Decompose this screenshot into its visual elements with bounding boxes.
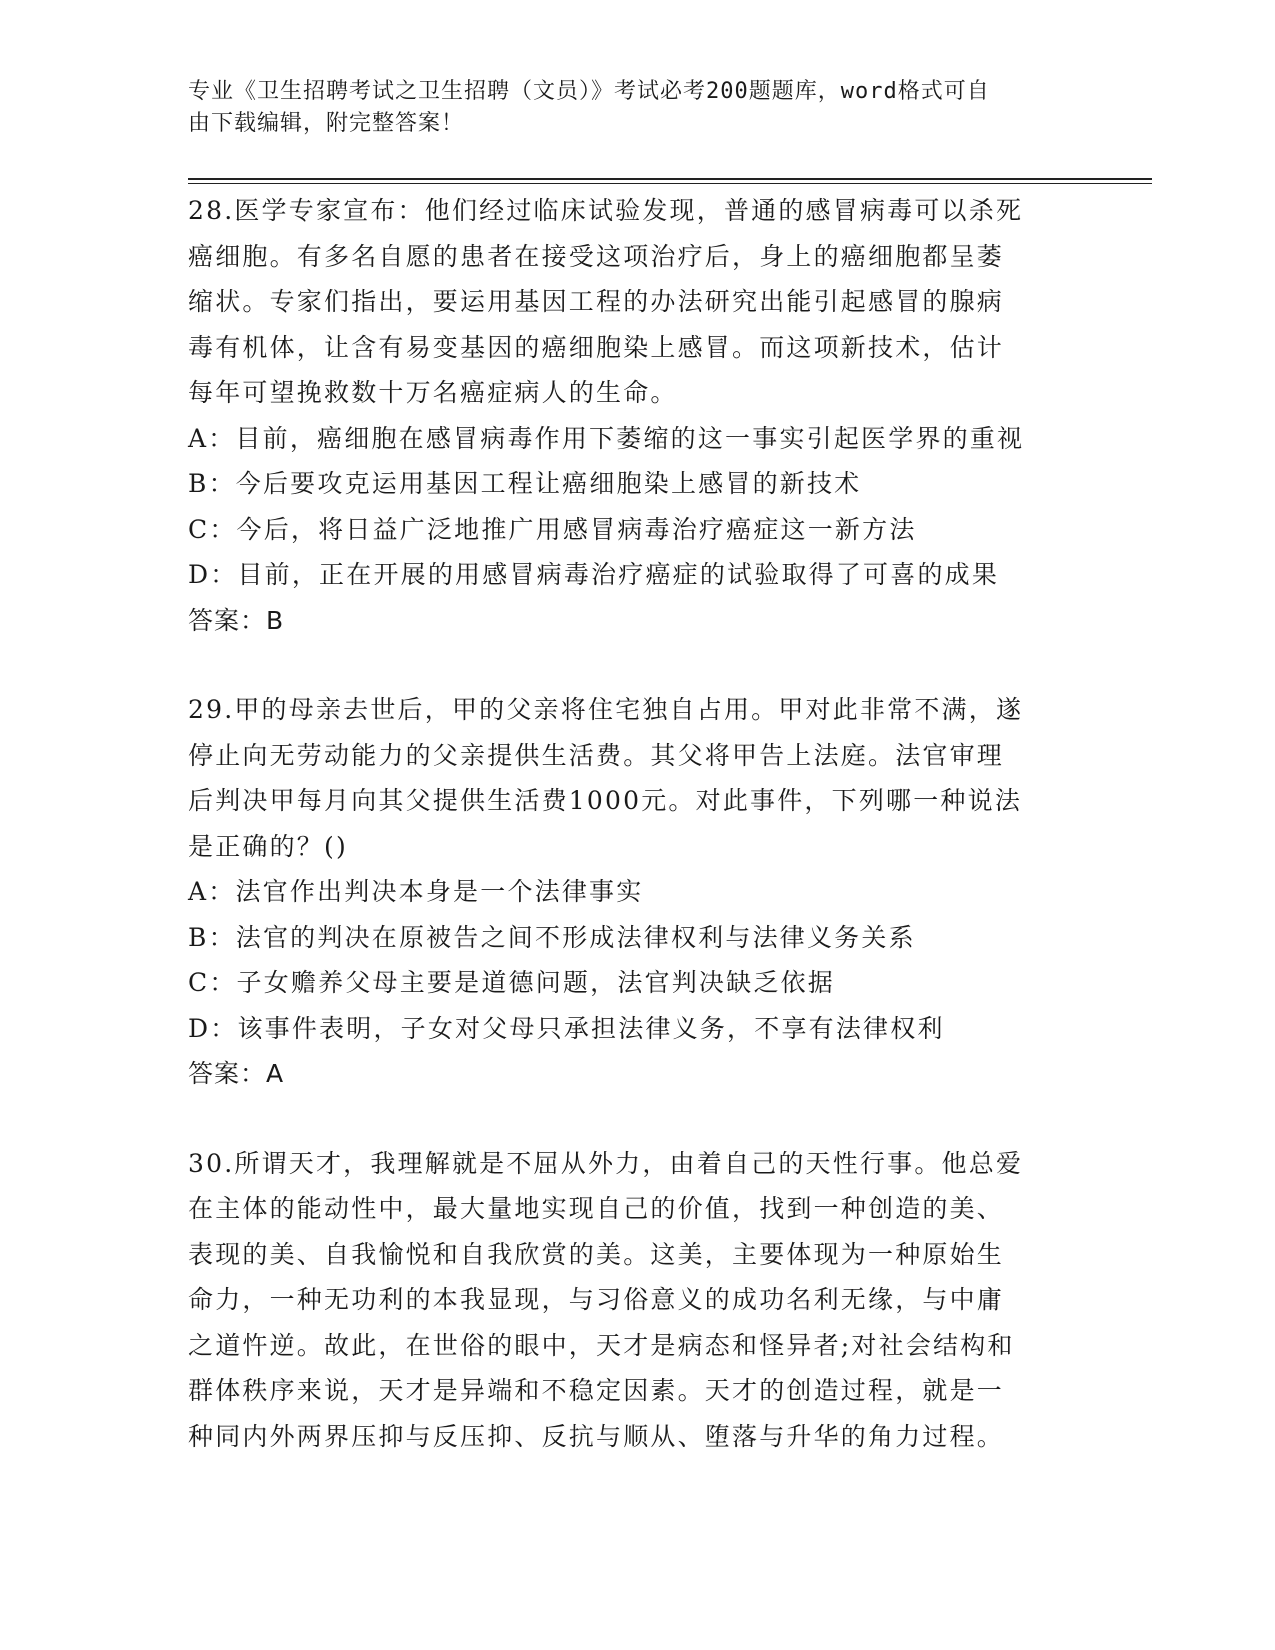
- answer-line: 答案：A: [188, 1059, 285, 1088]
- answer-line: 答案：B: [188, 605, 285, 635]
- stem-line: 缩状。专家们指出，要运用基因工程的办法研究出能引起感冒的腺病: [188, 287, 1005, 316]
- stem-line: 之道忤逆。故此，在世俗的眼中，天才是病态和怪异者;对社会结构和: [188, 1330, 1015, 1360]
- question-stem: [188, 1141, 1088, 1460]
- option-b: B：今后要攻克运用基因工程让癌细胞染上感冒的新技术: [188, 469, 862, 498]
- stem-line: 群体秩序来说，天才是异端和不稳定因素。天才的创造过程，就是一: [188, 1376, 1005, 1405]
- stem-line: 28.医学专家宣布：他们经过临床试验发现，普通的感冒病毒可以杀死: [188, 196, 1024, 225]
- option-a: A：目前，癌细胞在感冒病毒作用下萎缩的这一事实引起医学界的重视: [188, 423, 1025, 453]
- stem-line: 种同内外两界压抑与反压抑、反抗与顺从、堕落与升华的角力过程。: [188, 1421, 1005, 1451]
- stem-line: 后判决甲每月向其父提供生活费1000元。对此事件，下列哪一种说法: [188, 786, 1023, 815]
- question-list: [188, 188, 1088, 1459]
- option-a: A：法官作出判决本身是一个法律事实: [188, 877, 644, 906]
- stem-line: 30.所谓天才，我理解就是不屈从外力，由着自己的天性行事。他总爱: [188, 1148, 1024, 1178]
- header-line-2: 由下载编辑，附完整答案！: [188, 111, 465, 136]
- document-header: [188, 76, 1068, 140]
- header-divider-thin: [188, 183, 1152, 184]
- option-c: C：今后，将日益广泛地推广用感冒病毒治疗癌症这一新方法: [188, 514, 917, 544]
- stem-line: 每年可望挽救数十万名癌症病人的生命。: [188, 378, 678, 407]
- option-b: B：法官的判决在原被告之间不形成法律权利与法律义务关系: [188, 922, 916, 952]
- header-divider-thick: [188, 178, 1152, 180]
- question-29: [188, 687, 1088, 1097]
- header-line-1: 专业《卫生招聘考试之卫生招聘（文员）》考试必考200题题库，word格式可自: [188, 79, 990, 104]
- stem-line: 在主体的能动性中，最大量地实现自己的价值，找到一种创造的美、: [188, 1194, 1005, 1223]
- question-stem: [188, 687, 1088, 869]
- question-30: [188, 1141, 1088, 1460]
- question-stem: [188, 188, 1088, 416]
- option-d: D：目前，正在开展的用感冒病毒治疗癌症的试验取得了可喜的成果: [188, 560, 1000, 589]
- question-28: [188, 188, 1088, 643]
- stem-line: 癌细胞。有多名自愿的患者在接受这项治疗后，身上的癌细胞都呈萎: [188, 241, 1005, 271]
- stem-line: 毒有机体，让含有易变基因的癌细胞染上感冒。而这项新技术，估计: [188, 332, 1005, 362]
- question-spacer: [188, 1097, 1088, 1141]
- stem-line: 是正确的？(): [188, 831, 348, 861]
- question-spacer: [188, 643, 1088, 687]
- option-d: D：该事件表明，子女对父母只承担法律义务，不享有法律权利: [188, 1013, 945, 1043]
- stem-line: 命力，一种无功利的本我显现，与习俗意义的成功名利无缘，与中庸: [188, 1285, 1005, 1314]
- option-c: C：子女赡养父母主要是道德问题，法官判决缺乏依据: [188, 968, 835, 997]
- stem-line: 表现的美、自我愉悦和自我欣赏的美。这美，主要体现为一种原始生: [188, 1239, 1005, 1269]
- stem-line: 停止向无劳动能力的父亲提供生活费。其父将甲告上法庭。法官审理: [188, 740, 1005, 770]
- stem-line: 29.甲的母亲去世后，甲的父亲将住宅独自占用。甲对此非常不满，遂: [188, 695, 1024, 724]
